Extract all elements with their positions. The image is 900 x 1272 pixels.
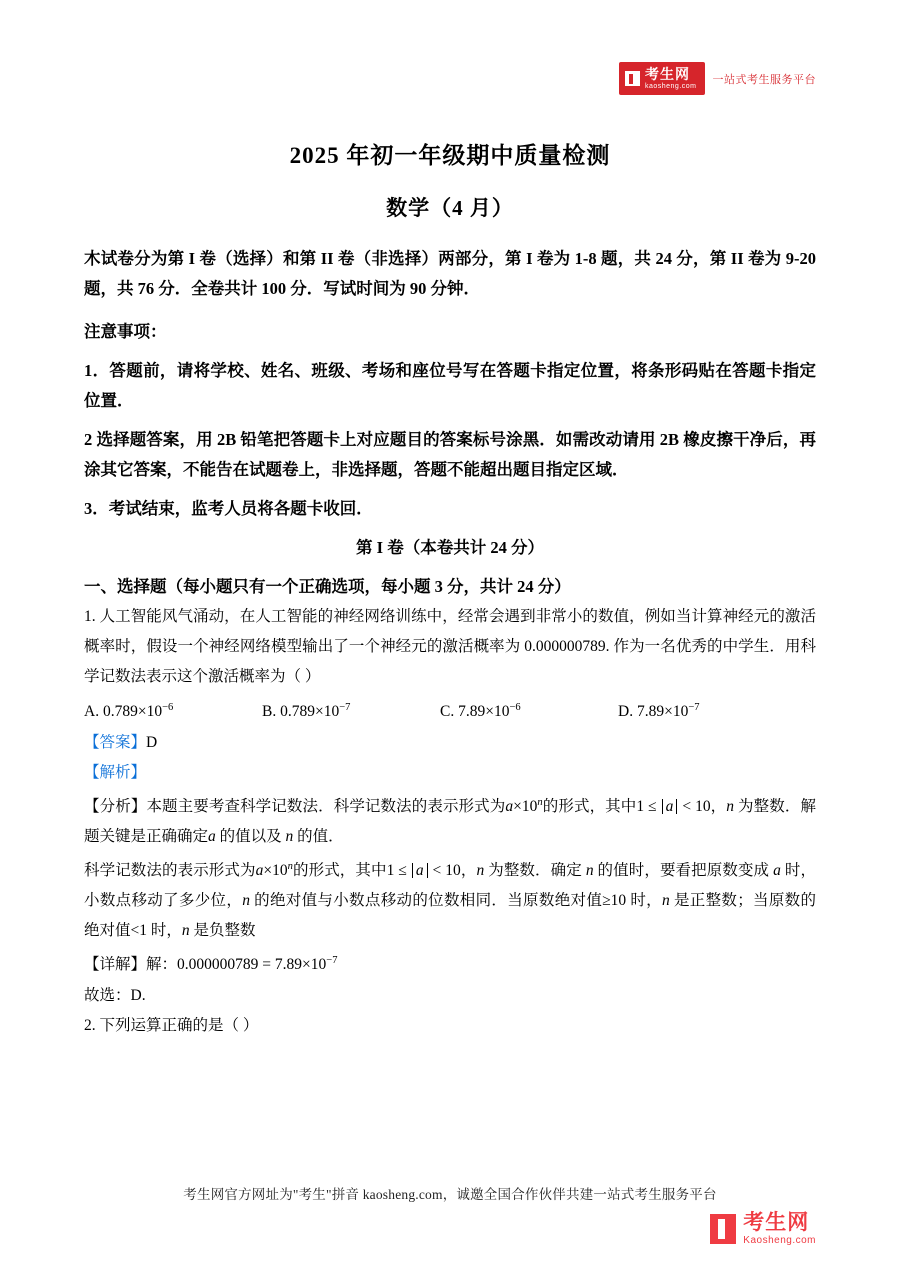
analysis-p2-d: 的值时，要看把原数变成 [597,862,770,880]
analysis-p1-b: 的形式，其中 [542,798,637,816]
logo-slogan: 一站式考生服务平台 [712,73,816,86]
var-n-3: n [476,862,485,880]
section-heading: 第 I 卷（本卷共计 24 分） [356,538,544,557]
analysis-p1-d: 为整数．解题关键是正确确定 [84,798,816,846]
footer-logo [710,1212,816,1246]
option-b-label: B. [262,703,277,721]
analysis-p2-g: 是正整数；当原数的绝对值<1 时， [84,892,816,940]
var-n-7: n [181,922,190,940]
logo-brand-en: kaosheng.com [644,83,697,90]
kaosheng-logo-icon [625,71,640,86]
option-c-base: 7.89×10 [458,703,510,721]
footer-logo-text [743,1212,816,1246]
option-d[interactable] [618,692,796,728]
header-logo [619,62,816,95]
question-2-stem: 2. 下列运算正确的是（ ） [84,1016,259,1034]
answer-tag: 【答案】 [84,734,147,752]
abs-a-1: a [662,799,678,814]
analysis-p1-c: ， [710,798,727,816]
option-d-exp: −7 [688,702,700,713]
option-c-label: C. [440,703,455,721]
var-n-5: n [242,892,250,910]
analysis-p2-e: 时，小数点移动了多少位， [84,862,816,910]
kaosheng-footer-logo-icon [710,1214,736,1244]
analysis-p1-e: 的值以及 [219,828,282,846]
formula-exp-n-2: n [287,861,293,873]
footer-note: 考生网官方网址为"考生"拼音 kaosheng.com，诚邀全国合作伙伴共建一站式考生服务平台 [183,1187,717,1202]
option-d-label: D. [618,703,634,721]
option-a-base: 0.789×10 [102,703,163,721]
exam-intro: 木试卷分为第 I 卷（选择）和第 II 卷（非选择）两部分，第 I 卷为 1-8 题，共 24 分，第 II 卷为 9-20 题，共 76 分．全卷共计 100 分．写试时间为 90 分钟． [84,249,816,298]
option-a-label: A. [84,703,100,721]
analysis-p2-b: 的形式，其中 [292,862,387,880]
option-a-exp: −6 [162,702,174,713]
var-n-4: n [585,862,594,880]
question-1-options [84,692,816,728]
page-title: 2025 年初一年级期中质量检测 [289,143,611,168]
option-c-exp: −6 [509,702,521,713]
notice-item-1: 1．答题前，请将学校、姓名、班级、考场和座位号写在答题卡指定位置，将条形码贴在答题卡指定位置． [84,361,816,410]
option-d-base: 7.89×10 [636,703,689,721]
analysis-p2-c: 为整数．确定 [488,862,582,880]
question-1-conclusion: 故选：D. [84,986,146,1004]
notice-title: 注意事项： [84,322,167,341]
option-b[interactable] [262,692,440,728]
detail-exp: −7 [326,955,338,967]
var-a-2: a [773,862,781,880]
answer-value: D [146,734,158,752]
option-c[interactable] [440,692,618,728]
question-1-analysis-para-1: 【分析】本题主要考查科学记数法．科学记数法的表示形式为$a\times 10^n$的形式，其中1 ≤ a < 10，n 为整数．解题关键是正确确定a 的值以及 n 的值． [84,797,816,846]
var-a-1: a [208,828,216,846]
formula-a10n-1: a [505,798,514,816]
option-b-exp: −7 [339,702,351,713]
question-1-detail [84,946,816,980]
analysis-p2-f: 的绝对值与小数点移动的位数相同．当原数绝对值≥10 时， [254,892,662,910]
logo-badge [619,62,705,95]
formula-a10n-2: a [255,862,264,880]
question-1-stem: 1. 人工智能风气涌动，在人工智能的神经网络训练中，经常会遇到非常小的数值，例如当计算神经元的激活概率时，假设一个神经网络模型输出了一个神经元的激活概率为 0.000000789. 作为一名优秀的中学生．用科学记数法表示这个激活概率为（ ） [84,608,816,685]
page-subtitle: 数学（4 月） [386,196,514,220]
formula-exp-n-1: n [537,797,543,809]
analysis-p1-a: 本题主要考查科学记数法．科学记数法的表示形式为 [146,798,506,816]
question-1-answer [84,728,816,758]
question-1-analysis-tag: 【解析】 [84,764,147,782]
var-n-2: n [285,828,294,846]
option-a[interactable] [84,692,262,728]
question-1-analysis-para-2: 科学记数法的表示形式为$a\times 10^n$的形式，其中1 ≤ a < 10，n 为整数．确定 n 的值时，要看把原数变成 a 时，小数点移动了多少位，n 的绝对值与小数点移动的位数相同．当原数绝对值≥10 时，n 是正整数；当原数的绝对值<1 时，n 是负整数 [84,861,816,940]
notice-item-3: 3．考试结束，监考人员将各题卡收回． [84,499,373,518]
detail-tag: 【详解】 [84,956,147,974]
logo-brand-cn: 考生网 [644,66,690,82]
option-b-base: 0.789×10 [280,703,340,721]
notice-item-2: 2 选择题答案，用 2B 铅笔把答题卡上对应题目的答案标号涂黑．如需改动请用 2B 橡皮擦干净后，再涂其它答案，不能告在试题卷上，非选择题，答题不能超出题目指定区域． [84,430,816,479]
section-subheading: 一、选择题（每小题只有一个正确选项，每小题 3 分，共计 24 分） [84,577,571,596]
footer-brand-cn: 考生网 [743,1211,810,1234]
footer-brand-en: Kaosheng.com [743,1235,816,1246]
logo-text [645,67,697,90]
analysis-label: 【分析】 [84,798,147,816]
detail-text: 解：0.000000789 = 7.89×10 [146,956,327,974]
abs-a-2: a [412,863,428,878]
analysis-p2-h: 是负整数 [193,922,256,940]
analysis-p2-a: 科学记数法的表示形式为 [84,862,256,880]
analysis-p1-f: 的值． [297,828,344,846]
var-n-6: n [661,892,670,910]
var-n-1: n [726,798,735,816]
